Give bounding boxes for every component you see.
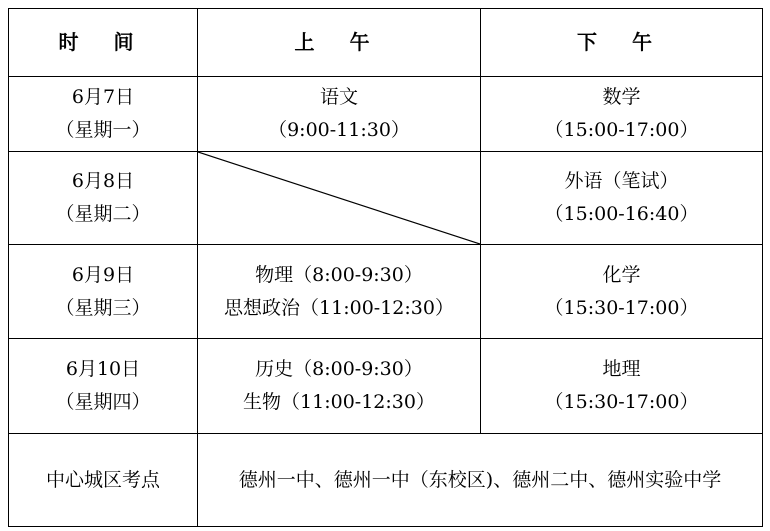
afternoon-line: 化学: [602, 263, 641, 286]
weekday: （星期一）: [55, 119, 151, 141]
weekday: （星期二）: [55, 203, 151, 225]
afternoon-line: 地理: [602, 358, 641, 380]
schedule-row: [9, 77, 763, 152]
afternoon-cell: [481, 152, 763, 245]
morning-cell: [198, 339, 481, 434]
morning-line: 思想政治（11:00-12:30）: [224, 296, 454, 319]
morning-cell: [198, 245, 481, 339]
morning-line: （9:00-11:30）: [268, 119, 410, 141]
afternoon-line: 数学: [602, 86, 641, 108]
afternoon-line: （15:00-17:00）: [544, 119, 699, 141]
schedule-row: [9, 152, 763, 245]
venue-row: [9, 434, 763, 527]
schedule-row: [9, 245, 763, 339]
afternoon-cell: [481, 339, 763, 434]
header-morning: 上 午: [198, 9, 481, 77]
date-cell: [9, 152, 198, 245]
venue-label: 中心城区考点: [9, 434, 198, 527]
empty-morning-cell: [198, 152, 481, 245]
afternoon-cell: [481, 245, 763, 339]
morning-line: 语文: [319, 86, 358, 108]
afternoon-cell: [481, 77, 763, 152]
date: 6月10日: [65, 358, 141, 380]
date: 6月7日: [71, 86, 135, 108]
header-time: 时 间: [9, 9, 198, 77]
morning-line: 生物（11:00-12:30）: [243, 391, 435, 413]
diagonal-line: [198, 152, 480, 244]
weekday: （星期四）: [55, 391, 151, 413]
afternoon-line: 外语（笔试）: [564, 170, 679, 192]
header-afternoon: 下 午: [481, 9, 763, 77]
date: 6月9日: [71, 263, 135, 286]
date-cell: [9, 77, 198, 152]
afternoon-line: （15:30-17:00）: [544, 391, 699, 413]
exam-schedule-table: [8, 8, 763, 527]
morning-line: 物理（8:00-9:30）: [255, 263, 423, 286]
morning-cell: [198, 77, 481, 152]
afternoon-line: （15:30-17:00）: [544, 296, 699, 319]
morning-line: 历史（8:00-9:30）: [255, 358, 423, 380]
date-cell: [9, 245, 198, 339]
date: 6月8日: [71, 170, 135, 192]
venue-list: 德州一中、德州一中（东校区)、德州二中、德州实验中学: [198, 434, 763, 527]
afternoon-line: （15:00-16:40）: [544, 203, 699, 225]
header-row: [9, 9, 763, 77]
date-cell: [9, 339, 198, 434]
schedule-row: [9, 339, 763, 434]
weekday: （星期三）: [55, 296, 151, 319]
